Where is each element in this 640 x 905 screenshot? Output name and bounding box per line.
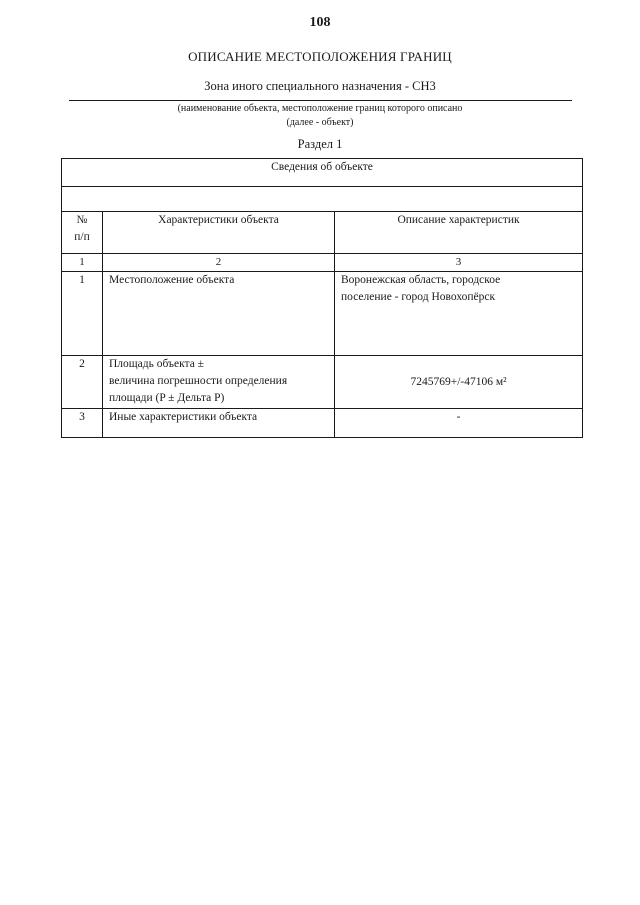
column-number: 1 (62, 254, 103, 272)
row-characteristic-line: Площадь объекта ± (109, 358, 204, 370)
row-characteristic (103, 409, 335, 438)
object-caption-note: (далее - объект) (286, 117, 354, 128)
column-header-num-line1: № (76, 214, 88, 226)
object-info-table (61, 158, 583, 438)
zone-name: Зона иного специального назначения - СН3 (204, 79, 436, 93)
column-header-num-line2: п/п (74, 231, 90, 243)
row-description (335, 272, 583, 356)
row-number: 1 (62, 272, 103, 356)
column-header-num (62, 212, 103, 254)
table-empty-row (62, 187, 583, 212)
column-header-characteristics: Характеристики объекта (103, 212, 335, 254)
row-characteristic (103, 356, 335, 409)
column-number: 3 (335, 254, 583, 272)
row-number: 2 (62, 356, 103, 409)
column-header-description: Описание характеристик (335, 212, 583, 254)
row-characteristic-line: площади (P ± Дельта P) (109, 392, 225, 404)
row-characteristic-line: Местоположение объекта (109, 274, 235, 286)
table-row (62, 356, 583, 409)
row-characteristic (103, 272, 335, 356)
underline-rule (69, 100, 572, 101)
row-characteristic-line: Иные характеристики объекта (109, 411, 258, 423)
row-description-line: - (456, 411, 461, 423)
table-header: Сведения об объекте (62, 159, 583, 187)
row-characteristic-line: величина погрешности определения (109, 375, 288, 387)
row-description-line: 7245769+/-47106 м² (410, 375, 507, 388)
row-number: 3 (62, 409, 103, 438)
page-number: 108 (309, 15, 331, 30)
document-title: ОПИСАНИЕ МЕСТОПОЛОЖЕНИЯ ГРАНИЦ (188, 49, 452, 64)
row-description-line: Воронежская область, городское (341, 274, 501, 286)
column-number: 2 (103, 254, 335, 272)
table-row (62, 409, 583, 438)
object-caption: (наименование объекта, местоположение границ которого описано (177, 103, 463, 114)
section-title: Раздел 1 (297, 137, 343, 151)
row-description (335, 409, 583, 438)
row-description-line: поселение - город Новохопёрск (341, 291, 496, 303)
table-row (62, 272, 583, 356)
row-description (335, 356, 583, 409)
